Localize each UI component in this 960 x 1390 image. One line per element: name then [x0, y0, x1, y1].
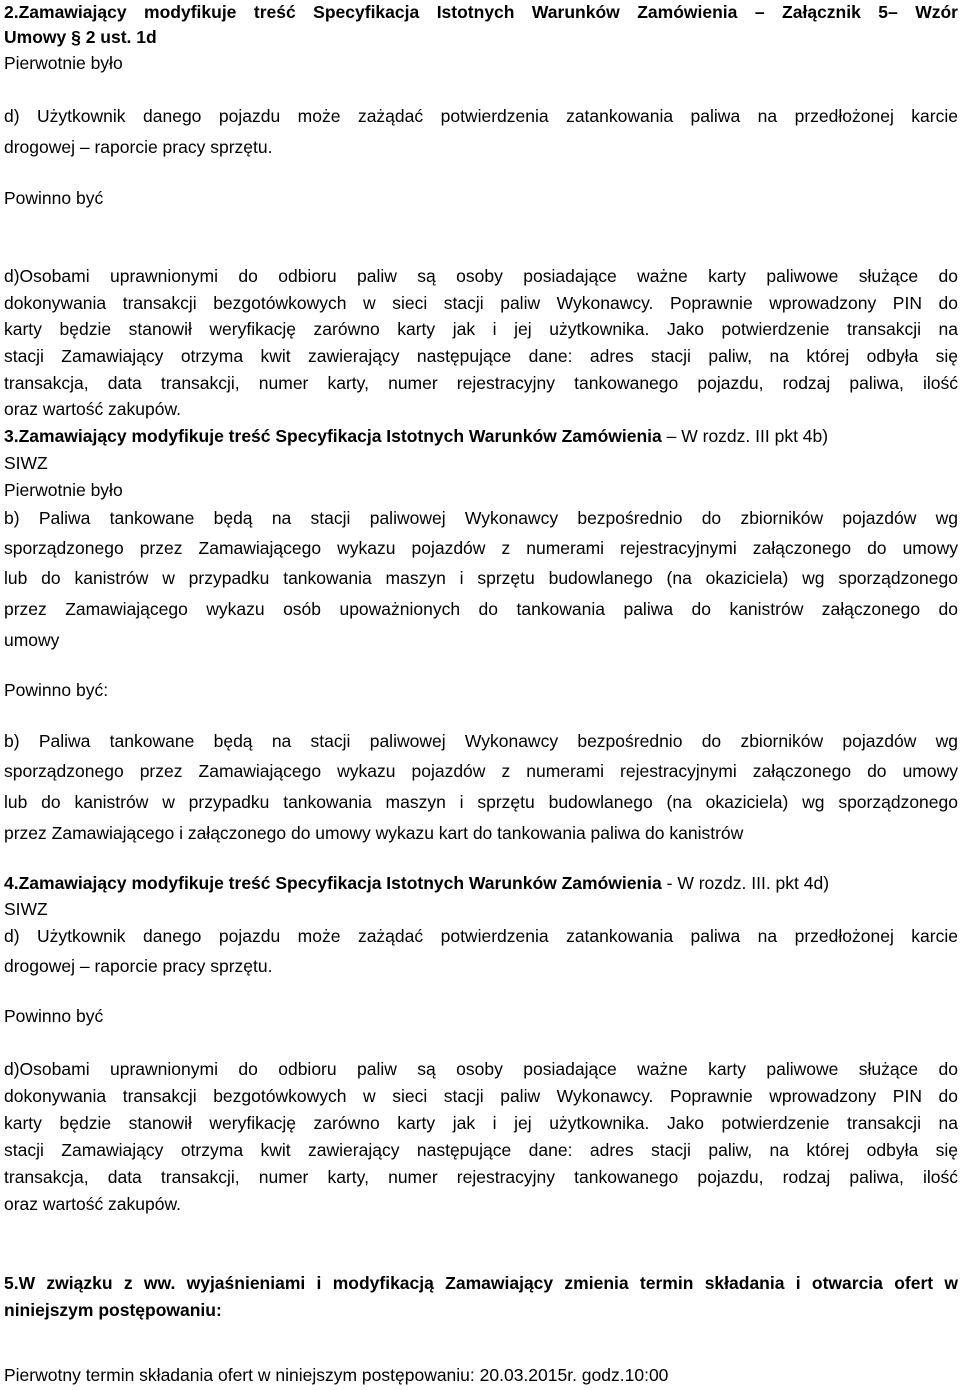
section-4-original-line-2: drogowej – raporcie pracy sprzętu. [4, 956, 273, 976]
section-5-heading-line-1: 5.W związku z ww. wyjaśnieniami i modyfikacją Zamawiający zmienia termin składania i otwarcia ofert w [4, 1273, 958, 1293]
section-4-new-line-6: oraz wartość zakupów. [4, 1194, 182, 1214]
section-3-heading-rest: – W rozdz. III pkt 4b) [661, 426, 829, 446]
section-3-original-line-1: b) Paliwa tankowane będą na stacji paliwowej Wykonawcy bezpośrednio do zbiorników pojazdów wg [4, 508, 958, 528]
section-4-heading-bold: 4.Zamawiający modyfikuje treść Specyfikacja Istotnych Warunków Zamówienia [4, 873, 662, 893]
section-3-original-line-3: lub do kanistrów w przypadku tankowania maszyn i sprzętu budowlanego (na okaziciela) wg sporządzonego [4, 568, 958, 588]
section-2-new-label: Powinno być [4, 188, 104, 208]
section-3-original-line-5: umowy [4, 630, 60, 650]
section-2-original-line-2: drogowej – raporcie pracy sprzętu. [4, 137, 273, 157]
section-3-heading-bold: 3.Zamawiający modyfikuje treść Specyfikacja Istotnych Warunków Zamówienia [4, 426, 662, 446]
section-4-new-line-1: d)Osobami uprawnionymi do odbioru paliw są osoby posiadające ważne karty paliwowe służące do [4, 1059, 958, 1079]
section-2-new-line-6: oraz wartość zakupów. [4, 399, 182, 419]
section-4-new-label: Powinno być [4, 1006, 104, 1026]
section-3-new-line-4: przez Zamawiającego i załączonego do umowy wykazu kart do tankowania paliwa do kanistrów [4, 823, 744, 843]
section-2-new-line-2 [4, 292, 958, 314]
section-3-original-line-2: sporządzonego przez Zamawiającego wykazu pojazdów z numerami rejestracyjnymi załączonego do umowy [4, 538, 958, 558]
section-5-heading-line-2: niniejszym postępowaniu: [4, 1300, 222, 1320]
section-2-new-line-5: transakcja, data transakcji, numer karty, numer rejestracyjny tankowanego pojazdu, rodzaj paliwa, ilość [4, 373, 958, 393]
section-3-new-line-2: sporządzonego przez Zamawiającego wykazu pojazdów z numerami rejestracyjnymi załączonego do umowy [4, 761, 958, 781]
section-4-heading-rest: - W rozdz. III. pkt 4d) [661, 873, 830, 893]
section-2-new-line-4: stacji Zamawiający otrzyma kwit zawierający następujące dane: adres stacji paliw, na której odbyła się [4, 346, 958, 366]
section-4-new-line-3: karty będzie stanowił weryfikację zarówno karty jak i jej użytkownika. Jako potwierdzenie transakcji na [4, 1113, 958, 1133]
section-2-new-line-3-part-a: karty będzie stanowił weryfikację zarówno karty jak i jej użytkownika. [4, 319, 667, 339]
section-2-heading-line-1: 2.Zamawiający modyfikuje treść Specyfikacja Istotnych Warunków Zamówienia – Załącznik 5– Wzór [4, 2, 958, 22]
section-4-heading-line-1 [4, 872, 958, 894]
section-3-original-label: Pierwotnie było [4, 480, 123, 500]
section-3-heading-line-1 [4, 425, 958, 447]
section-2-original-line-1: d) Użytkownik danego pojazdu może zażądać potwierdzenia zatankowania paliwa na przedłożonej karcie [4, 106, 958, 126]
section-3-new-line-1: b) Paliwa tankowane będą na stacji paliwowej Wykonawcy bezpośrednio do zbiorników pojazdów wg [4, 731, 958, 751]
section-4-original-line-1: d) Użytkownik danego pojazdu może zażądać potwierdzenia zatankowania paliwa na przedłożonej karcie [4, 926, 958, 946]
section-5-deadline-line: Pierwotny termin składania ofert w niniejszym postępowaniu: 20.03.2015r. godz.10:00 [4, 1365, 669, 1385]
section-2-new-line-2-part-b: Poprawnie wprowadzony PIN do [669, 293, 958, 313]
section-3-new-label: Powinno być: [4, 680, 109, 700]
section-4-new-line-4: stacji Zamawiający otrzyma kwit zawierający następujące dane: adres stacji paliw, na której odbyła się [4, 1140, 958, 1160]
section-2-new-line-1: d)Osobami uprawnionymi do odbioru paliw są osoby posiadające ważne karty paliwowe służące do [4, 266, 958, 286]
section-4-new-line-2: dokonywania transakcji bezgotówkowych w sieci stacji paliw Wykonawcy. Poprawnie wprowadzony PIN do [4, 1086, 958, 1106]
section-3-original-line-4: przez Zamawiającego wykazu osób upoważnionych do tankowania paliwa do kanistrów załączonego do [4, 599, 958, 619]
section-3-new-line-3: lub do kanistrów w przypadku tankowania maszyn i sprzętu budowlanego (na okaziciela) wg sporządzonego [4, 792, 958, 812]
section-4-new-line-5: transakcja, data transakcji, numer karty, numer rejestracyjny tankowanego pojazdu, rodzaj paliwa, ilość [4, 1167, 958, 1187]
section-2-new-line-2-part-a: dokonywania transakcji bezgotówkowych w sieci stacji paliw Wykonawcy. [4, 293, 670, 313]
section-3-heading-line-2: SIWZ [4, 453, 48, 473]
section-2-new-line-3 [4, 318, 958, 340]
section-2-heading-line-2: Umowy § 2 ust. 1d [4, 27, 157, 47]
section-2-original-label: Pierwotnie było [4, 53, 123, 73]
section-4-heading-line-2: SIWZ [4, 899, 48, 919]
section-2-new-line-3-part-b: Jako potwierdzenie transakcji na [666, 319, 958, 339]
